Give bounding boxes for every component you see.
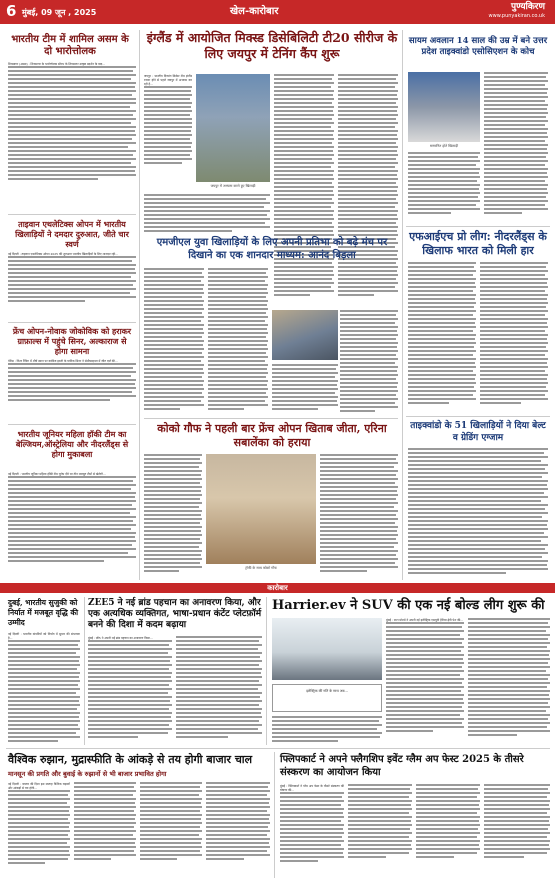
website-url[interactable]: www.punyakiran.co.uk [488,13,545,19]
sports-cut-body-col2 [208,268,268,416]
b2-dateline: मुंबई : ज़ी5 ने अपनी नई ब्रांड पहचान का अनावरण किया... [88,636,153,640]
b4-body-col4 [206,782,270,878]
b3-ad-box [272,684,382,712]
page-date: मुंबई, 09 जून , 2025 [22,8,97,17]
r1-headline: सायम अवलान 14 साल की उम्र में बने उत्तर प्रदेश ताइक्वांडो एसोसिएशन के कोच [408,36,548,57]
a3-body [8,359,136,421]
a4-dateline: नई दिल्ली : भारतीय जूनियर महिला हॉकी टीम यूरोप दौरे पर तीन मजबूत टीमों से खेलेगी... [8,472,106,476]
b3-ad-caption: इलेक्ट्रिक की गति के साथ अब... [306,689,348,693]
lead-body-col3 [274,74,334,304]
brand-logo: पुण्यकिरण [510,2,545,12]
b3-headline: Harrier.ev ने SUV की एक नई बोल्ड लीग शुरू की [272,598,545,613]
sports-cut-headline: एमजीएल युवा खिलाड़ियों के लिए अपनी प्रतिभा को बढ़े मंच पर दिखाने का एक शानदार माध्यम: आनंद बिड़ला [156,237,388,261]
page-header [0,0,555,24]
sports-cut-body-col3 [272,364,338,416]
b1-headline: दुबई, भारतीय सुजुकी को निर्यात में मजबूत वृद्धि की उम्मीद [8,598,79,627]
b5-body-col4 [484,784,550,878]
a1-body [8,62,136,212]
sports-cut-photo [272,310,338,360]
sports-cut-body-col4 [340,310,398,416]
b2-body-col1 [88,636,172,744]
lead-body-col1 [144,74,192,194]
b3-car-photo [272,618,382,680]
b1-body [8,632,80,744]
b5-dateline: मुंबई : फ्लिपकार्ट ने ग्लैम अप फेस्ट के तीसरे संस्करण की घोषणा की... [280,784,344,792]
coco-body-col3 [320,454,398,580]
coco-photo [206,454,316,564]
b4-dateline: नई दिल्ली : बाजार की दिशा इस सप्ताह वैश्विक रुझानों और आंकड़ों से तय होगी... [8,782,70,790]
r2-body-col2 [480,262,548,412]
r1-body-col1 [408,152,480,222]
coco-headline: कोको गौफ ने पहली बार फ्रेंच ओपन खिताब जीता, एरिना सबालेंका को हराया [157,422,387,449]
b4-body-col3 [140,782,202,878]
a2-headline: ताइवान एथलेटिक्स ओपन में भारतीय खिलाड़ियों ने दमदार दुरुआत, जीते चार स्वर्ण [15,219,129,249]
b3-dateline: मुंबई : टाटा मोटर्स ने अपनी नई इलेक्ट्रिक एसयूवी हैरियर.ईवी पेश की... [386,618,464,622]
lead-dateline: जयपुर : भारतीय दिव्यांग क्रिकेट टीम इंग्लैंड रवाना होने से पहले जयपुर में अभ्यास कर रही है... [144,74,192,86]
b3-body-col1 [272,716,382,744]
b2-headline: ZEE5 ने नई ब्रांड पहचान का अनावरण किया, और एक अत्यधिक व्यक्तिगत, भाषा-प्रधान कंटेंट प्लेटफ़ॉर्म बनने की दिशा में कदम बढ़ाया [88,598,262,630]
b4-headline: वैश्विक रुझान, मुद्रास्फीति के आंकड़े से तय होगी बाजार चाल [8,753,253,766]
b4-body-col1 [8,782,70,878]
a3-headline: फ्रेंच ओपन-नोवाक जोकोविक को हराकर ग्राफ़ाल्स में पहुंचे सिनर, अल्काराज से होगा सामना [12,326,132,356]
sports-cut-body-col1 [144,268,204,416]
lead-body-col4 [338,74,398,304]
lead-photo [196,74,270,182]
lead-photo-caption: जयपुर में अभ्यास करते हुए खिलाड़ी [210,184,256,188]
b1-dateline: नई दिल्ली : भारतीय कंपनियों को निर्यात में सुधार की संभावना है... [8,632,80,640]
business-section-label: कारोबार [267,584,288,592]
lead-headline: इंग्लैंड में आयोजित मिक्स्ड डिसेबिलिटी टी20 सीरीज के लिए जयपुर में टेनिंग कैंप शुरू [146,30,398,61]
r2-headline: एफआईएच प्रो लीग: नीदरलैंड्स के खिलाफ भारत को मिली हार [409,230,547,257]
b2-body-col2 [176,636,262,744]
r1-photo-caption: सम्मानित होते खिलाड़ी [429,144,459,148]
r3-headline: ताइक्वांडो के 51 खिलाड़ियों ने दिया बेल्ट व ग्रेडिंग एग्जाम [410,421,546,443]
coco-photo-caption: ट्रॉफी के साथ कोको गौफ [245,566,277,570]
section-title: खेल-कारोबार [230,6,279,17]
business-section-band [0,583,555,593]
b5-body-col3 [416,784,480,878]
a4-body [8,472,136,580]
a3-dateline: पेरिस : विश्व रैंकिंग में शीर्ष स्थान पर काबिज इटली के यानिक सिनर ने सेमीफाइनल में जीत दर्ज की... [8,359,118,363]
a1-headline: भारतीय टीम में शामिल असम के दो भारोत्तोलक [11,34,129,57]
b5-body-col2 [348,784,412,878]
b5-headline: फ्लिपकार्ट ने अपने फ्लैगशिप इवेंट ग्लैम अप फेस्ट 2025 के तीसरे संस्करण का आयोजन किया [280,754,524,778]
b3-body-col3 [468,618,550,744]
lead-body-bottom [144,194,270,234]
a4-headline: भारतीय जूनियर महिला हॉकी टीम का बेल्जियम,ऑस्ट्रेलिया और नीदरलैंड्स से होगा मुकाबला [15,429,129,459]
page-number: 6 [6,2,17,20]
a2-body [8,252,136,320]
b5-body-col1 [280,784,344,878]
b3-body-col2 [386,618,464,744]
r1-photo [408,72,480,142]
r2-body-col1 [408,262,476,412]
r3-body [408,448,548,580]
b4-body-col2 [74,782,136,878]
a1-dateline: शिवसागर (असम) : शिवसागर के भारोत्तोलक सौरभ के शिवसागर उत्कृष्ट प्रदर्शन के बाद... [8,62,106,66]
b4-subhead: मानसून की प्रगति और बुवाई के रुझानों से भी बाजार प्रभावित होगा [8,770,167,778]
a2-dateline: नई दिल्ली : ताइवान एथलेटिक्स ओपन 2025 की शुरुआत भारतीय खिलाड़ियों के लिए शानदार रही... [8,252,119,256]
coco-body-col1 [144,454,202,580]
r1-body-col2 [484,72,548,222]
